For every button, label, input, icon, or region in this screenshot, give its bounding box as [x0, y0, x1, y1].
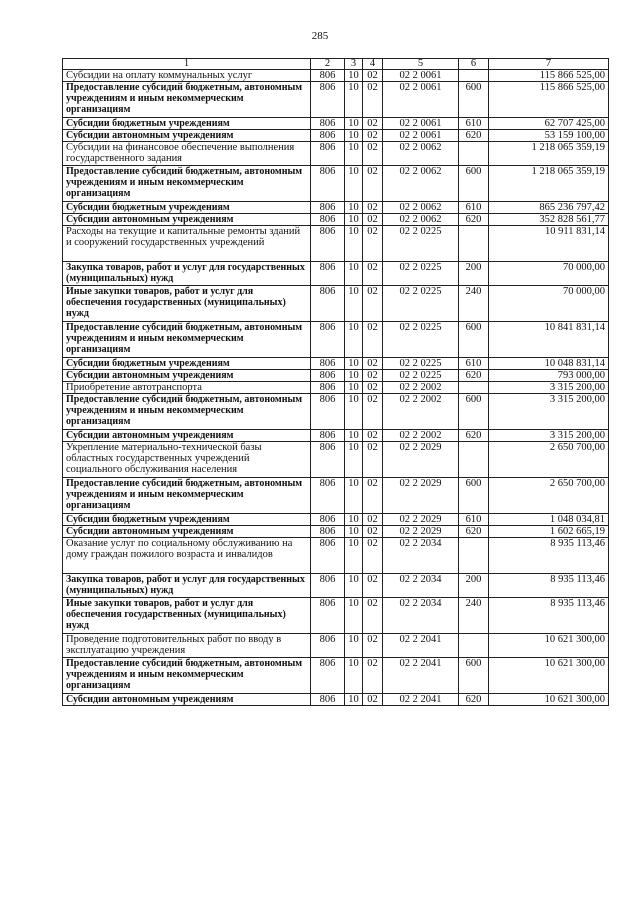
row-amount-cell: 3 315 200,00 — [489, 382, 609, 394]
row-expense-type-cell: 600 — [459, 394, 489, 430]
row-name-cell: Субсидии бюджетным учреждениям — [63, 358, 311, 370]
row-subsection-cell: 02 — [363, 142, 383, 166]
row-expense-type-cell: 610 — [459, 118, 489, 130]
row-name-cell: Субсидии бюджетным учреждениям — [63, 118, 311, 130]
row-expense-type-cell: 600 — [459, 82, 489, 118]
row-section-cell: 10 — [345, 286, 363, 322]
row-expense-type-cell — [459, 382, 489, 394]
row-name-cell: Предоставление субсидий бюджетным, автономным учреждениям и иным некоммерческим организациям — [63, 658, 311, 694]
table-row — [63, 382, 609, 394]
budget-table — [62, 58, 609, 706]
table-row — [63, 370, 609, 382]
row-amount-cell: 352 828 561,77 — [489, 214, 609, 226]
row-expense-type-cell: 600 — [459, 478, 489, 514]
row-section-cell: 10 — [345, 694, 363, 706]
row-chapter-cell: 806 — [311, 262, 345, 286]
row-name-cell: Предоставление субсидий бюджетным, автономным учреждениям и иным некоммерческим организациям — [63, 322, 311, 358]
row-expense-type-cell: 610 — [459, 358, 489, 370]
row-name-cell: Субсидии бюджетным учреждениям — [63, 514, 311, 526]
row-amount-cell: 10 621 300,00 — [489, 694, 609, 706]
row-chapter-cell: 806 — [311, 598, 345, 634]
row-chapter-cell: 806 — [311, 70, 345, 82]
row-name-cell: Приобретение автотранспорта — [63, 382, 311, 394]
row-target-article-cell: 02 2 2002 — [383, 394, 459, 430]
row-target-article-cell: 02 2 2002 — [383, 430, 459, 442]
row-target-article-cell: 02 2 0225 — [383, 370, 459, 382]
row-section-cell: 10 — [345, 478, 363, 514]
table-row — [63, 430, 609, 442]
column-header: 3 — [345, 59, 363, 70]
row-amount-cell: 1 048 034,81 — [489, 514, 609, 526]
row-name-cell: Закупка товаров, работ и услуг для государственных (муниципальных) нужд — [63, 574, 311, 598]
row-target-article-cell: 02 2 0062 — [383, 142, 459, 166]
row-chapter-cell: 806 — [311, 526, 345, 538]
row-subsection-cell: 02 — [363, 82, 383, 118]
row-section-cell: 10 — [345, 262, 363, 286]
row-amount-cell: 70 000,00 — [489, 286, 609, 322]
row-target-article-cell: 02 2 2029 — [383, 514, 459, 526]
row-expense-type-cell: 620 — [459, 130, 489, 142]
row-target-article-cell: 02 2 2034 — [383, 538, 459, 574]
row-section-cell: 10 — [345, 226, 363, 262]
table-row — [63, 202, 609, 214]
row-amount-cell: 2 650 700,00 — [489, 478, 609, 514]
table-row — [63, 142, 609, 166]
row-section-cell: 10 — [345, 322, 363, 358]
row-subsection-cell: 02 — [363, 70, 383, 82]
row-chapter-cell: 806 — [311, 214, 345, 226]
row-target-article-cell: 02 2 2034 — [383, 574, 459, 598]
row-expense-type-cell — [459, 142, 489, 166]
row-amount-cell: 115 866 525,00 — [489, 70, 609, 82]
row-expense-type-cell — [459, 538, 489, 574]
row-amount-cell: 10 621 300,00 — [489, 634, 609, 658]
row-chapter-cell: 806 — [311, 202, 345, 214]
table-row — [63, 322, 609, 358]
row-name-cell: Закупка товаров, работ и услуг для государственных (муниципальных) нужд — [63, 262, 311, 286]
row-section-cell: 10 — [345, 214, 363, 226]
row-expense-type-cell: 600 — [459, 658, 489, 694]
row-name-cell: Иные закупки товаров, работ и услуг для обеспечения государственных (муниципальных) нужд — [63, 598, 311, 634]
row-expense-type-cell: 620 — [459, 430, 489, 442]
column-header: 7 — [489, 59, 609, 70]
row-chapter-cell: 806 — [311, 658, 345, 694]
row-name-cell: Иные закупки товаров, работ и услуг для обеспечения государственных (муниципальных) нужд — [63, 286, 311, 322]
row-name-cell: Расходы на текущие и капитальные ремонты зданий и сооружений государственных учреждений — [63, 226, 311, 262]
row-amount-cell: 53 159 100,00 — [489, 130, 609, 142]
row-name-cell: Субсидии автономным учреждениям — [63, 526, 311, 538]
row-chapter-cell: 806 — [311, 478, 345, 514]
row-expense-type-cell: 240 — [459, 286, 489, 322]
row-chapter-cell: 806 — [311, 538, 345, 574]
table-body — [63, 59, 609, 706]
row-subsection-cell: 02 — [363, 394, 383, 430]
row-target-article-cell: 02 2 0061 — [383, 70, 459, 82]
row-chapter-cell: 806 — [311, 442, 345, 478]
row-amount-cell: 3 315 200,00 — [489, 394, 609, 430]
row-target-article-cell: 02 2 0062 — [383, 202, 459, 214]
row-section-cell: 10 — [345, 166, 363, 202]
row-section-cell: 10 — [345, 82, 363, 118]
row-chapter-cell: 806 — [311, 322, 345, 358]
row-subsection-cell: 02 — [363, 574, 383, 598]
row-chapter-cell: 806 — [311, 142, 345, 166]
row-chapter-cell: 806 — [311, 430, 345, 442]
row-chapter-cell: 806 — [311, 166, 345, 202]
table-row — [63, 442, 609, 478]
row-expense-type-cell: 610 — [459, 202, 489, 214]
table-row — [63, 214, 609, 226]
table-row — [63, 514, 609, 526]
row-name-cell: Предоставление субсидий бюджетным, автономным учреждениям и иным некоммерческим организациям — [63, 166, 311, 202]
row-expense-type-cell: 600 — [459, 322, 489, 358]
page-number: 285 — [311, 30, 329, 42]
row-expense-type-cell — [459, 226, 489, 262]
row-section-cell: 10 — [345, 70, 363, 82]
row-chapter-cell: 806 — [311, 82, 345, 118]
column-header: 6 — [459, 59, 489, 70]
row-name-cell: Субсидии бюджетным учреждениям — [63, 202, 311, 214]
row-section-cell: 10 — [345, 370, 363, 382]
table-row — [63, 262, 609, 286]
row-name-cell: Оказание услуг по социальному обслуживанию на дому граждан пожилого возраста и инвалидов — [63, 538, 311, 574]
row-section-cell: 10 — [345, 430, 363, 442]
row-subsection-cell: 02 — [363, 634, 383, 658]
row-amount-cell: 115 866 525,00 — [489, 82, 609, 118]
row-amount-cell: 70 000,00 — [489, 262, 609, 286]
row-section-cell: 10 — [345, 538, 363, 574]
row-section-cell: 10 — [345, 598, 363, 634]
table-header-row — [63, 59, 609, 70]
table-row — [63, 130, 609, 142]
row-subsection-cell: 02 — [363, 202, 383, 214]
row-amount-cell: 8 935 113,46 — [489, 598, 609, 634]
table-row — [63, 526, 609, 538]
row-subsection-cell: 02 — [363, 382, 383, 394]
row-name-cell: Укрепление материально-технической базы областных государственных учреждений социального обслуживания населения — [63, 442, 311, 478]
row-name-cell: Субсидии автономным учреждениям — [63, 214, 311, 226]
row-name-cell: Субсидии автономным учреждениям — [63, 430, 311, 442]
row-section-cell: 10 — [345, 130, 363, 142]
table-row — [63, 226, 609, 262]
row-subsection-cell: 02 — [363, 538, 383, 574]
row-target-article-cell: 02 2 2029 — [383, 526, 459, 538]
row-chapter-cell: 806 — [311, 574, 345, 598]
row-subsection-cell: 02 — [363, 598, 383, 634]
row-section-cell: 10 — [345, 202, 363, 214]
row-section-cell: 10 — [345, 658, 363, 694]
row-section-cell: 10 — [345, 382, 363, 394]
row-target-article-cell: 02 2 2029 — [383, 478, 459, 514]
row-chapter-cell: 806 — [311, 694, 345, 706]
row-amount-cell: 1 218 065 359,19 — [489, 142, 609, 166]
row-expense-type-cell: 240 — [459, 598, 489, 634]
table-row — [63, 394, 609, 430]
row-name-cell: Проведение подготовительных работ по вводу в эксплуатацию учреждения — [63, 634, 311, 658]
table-row — [63, 286, 609, 322]
row-chapter-cell: 806 — [311, 394, 345, 430]
row-subsection-cell: 02 — [363, 118, 383, 130]
row-target-article-cell: 02 2 2029 — [383, 442, 459, 478]
table-row — [63, 598, 609, 634]
row-chapter-cell: 806 — [311, 382, 345, 394]
row-target-article-cell: 02 2 0225 — [383, 322, 459, 358]
row-name-cell: Субсидии автономным учреждениям — [63, 370, 311, 382]
row-subsection-cell: 02 — [363, 262, 383, 286]
table-row — [63, 658, 609, 694]
row-subsection-cell: 02 — [363, 694, 383, 706]
row-amount-cell: 1 218 065 359,19 — [489, 166, 609, 202]
row-section-cell: 10 — [345, 574, 363, 598]
row-section-cell: 10 — [345, 442, 363, 478]
table-row — [63, 574, 609, 598]
row-expense-type-cell: 620 — [459, 214, 489, 226]
row-amount-cell: 10 841 831,14 — [489, 322, 609, 358]
row-chapter-cell: 806 — [311, 226, 345, 262]
row-subsection-cell: 02 — [363, 214, 383, 226]
row-name-cell: Предоставление субсидий бюджетным, автономным учреждениям и иным некоммерческим организациям — [63, 394, 311, 430]
row-chapter-cell: 806 — [311, 130, 345, 142]
row-expense-type-cell: 610 — [459, 514, 489, 526]
row-subsection-cell: 02 — [363, 358, 383, 370]
row-target-article-cell: 02 2 0225 — [383, 226, 459, 262]
row-amount-cell: 8 935 113,46 — [489, 574, 609, 598]
row-amount-cell: 865 236 797,42 — [489, 202, 609, 214]
row-amount-cell: 8 935 113,46 — [489, 538, 609, 574]
row-name-cell: Субсидии на оплату коммунальных услуг — [63, 70, 311, 82]
row-subsection-cell: 02 — [363, 526, 383, 538]
row-chapter-cell: 806 — [311, 634, 345, 658]
row-subsection-cell: 02 — [363, 166, 383, 202]
row-target-article-cell: 02 2 0225 — [383, 262, 459, 286]
row-expense-type-cell: 620 — [459, 694, 489, 706]
row-section-cell: 10 — [345, 358, 363, 370]
row-amount-cell: 62 707 425,00 — [489, 118, 609, 130]
table-row — [63, 634, 609, 658]
row-expense-type-cell: 200 — [459, 574, 489, 598]
row-target-article-cell: 02 2 2041 — [383, 634, 459, 658]
row-section-cell: 10 — [345, 118, 363, 130]
row-name-cell: Субсидии на финансовое обеспечение выполнения государственного задания — [63, 142, 311, 166]
row-subsection-cell: 02 — [363, 226, 383, 262]
row-amount-cell: 1 602 665,19 — [489, 526, 609, 538]
row-expense-type-cell — [459, 70, 489, 82]
table-row — [63, 166, 609, 202]
row-expense-type-cell: 620 — [459, 526, 489, 538]
row-chapter-cell: 806 — [311, 358, 345, 370]
table-row — [63, 118, 609, 130]
row-subsection-cell: 02 — [363, 658, 383, 694]
row-name-cell: Субсидии автономным учреждениям — [63, 130, 311, 142]
row-chapter-cell: 806 — [311, 514, 345, 526]
column-header: 5 — [383, 59, 459, 70]
row-amount-cell: 10 911 831,14 — [489, 226, 609, 262]
row-section-cell: 10 — [345, 142, 363, 166]
row-expense-type-cell — [459, 634, 489, 658]
row-target-article-cell: 02 2 0062 — [383, 166, 459, 202]
table-row — [63, 694, 609, 706]
table-row — [63, 70, 609, 82]
row-subsection-cell: 02 — [363, 370, 383, 382]
row-name-cell: Предоставление субсидий бюджетным, автономным учреждениям и иным некоммерческим организациям — [63, 82, 311, 118]
row-target-article-cell: 02 2 0225 — [383, 286, 459, 322]
row-target-article-cell: 02 2 0225 — [383, 358, 459, 370]
row-chapter-cell: 806 — [311, 370, 345, 382]
row-expense-type-cell: 200 — [459, 262, 489, 286]
row-subsection-cell: 02 — [363, 478, 383, 514]
row-chapter-cell: 806 — [311, 118, 345, 130]
column-header: 1 — [63, 59, 311, 70]
column-header: 2 — [311, 59, 345, 70]
row-amount-cell: 3 315 200,00 — [489, 430, 609, 442]
row-subsection-cell: 02 — [363, 130, 383, 142]
column-header: 4 — [363, 59, 383, 70]
table-row — [63, 538, 609, 574]
row-name-cell: Субсидии автономным учреждениям — [63, 694, 311, 706]
row-expense-type-cell: 600 — [459, 166, 489, 202]
row-target-article-cell: 02 2 0062 — [383, 214, 459, 226]
row-subsection-cell: 02 — [363, 514, 383, 526]
row-target-article-cell: 02 2 2002 — [383, 382, 459, 394]
row-subsection-cell: 02 — [363, 430, 383, 442]
row-name-cell: Предоставление субсидий бюджетным, автономным учреждениям и иным некоммерческим организациям — [63, 478, 311, 514]
row-expense-type-cell — [459, 442, 489, 478]
row-subsection-cell: 02 — [363, 322, 383, 358]
row-target-article-cell: 02 2 0061 — [383, 130, 459, 142]
row-amount-cell: 10 048 831,14 — [489, 358, 609, 370]
row-section-cell: 10 — [345, 526, 363, 538]
row-section-cell: 10 — [345, 394, 363, 430]
row-target-article-cell: 02 2 0061 — [383, 118, 459, 130]
row-chapter-cell: 806 — [311, 286, 345, 322]
row-amount-cell: 2 650 700,00 — [489, 442, 609, 478]
row-section-cell: 10 — [345, 514, 363, 526]
table-row — [63, 358, 609, 370]
row-amount-cell: 10 621 300,00 — [489, 658, 609, 694]
table-row — [63, 82, 609, 118]
row-target-article-cell: 02 2 0061 — [383, 82, 459, 118]
row-target-article-cell: 02 2 2041 — [383, 658, 459, 694]
row-target-article-cell: 02 2 2034 — [383, 598, 459, 634]
row-expense-type-cell: 620 — [459, 370, 489, 382]
row-amount-cell: 793 000,00 — [489, 370, 609, 382]
row-section-cell: 10 — [345, 634, 363, 658]
row-target-article-cell: 02 2 2041 — [383, 694, 459, 706]
row-subsection-cell: 02 — [363, 286, 383, 322]
table-row — [63, 478, 609, 514]
row-subsection-cell: 02 — [363, 442, 383, 478]
